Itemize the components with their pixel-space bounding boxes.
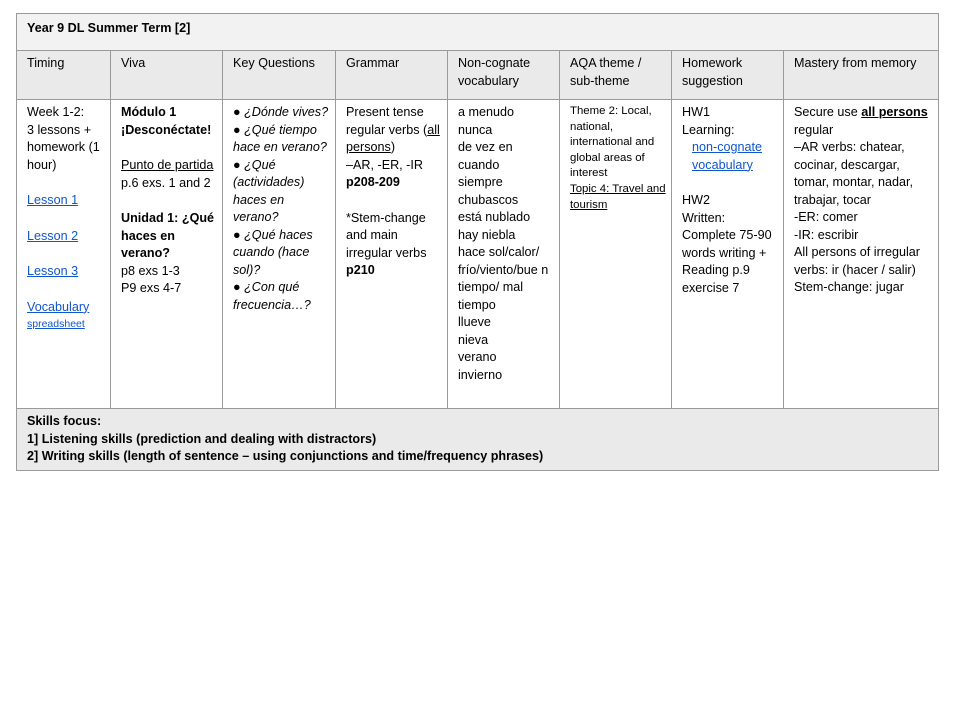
vocab-item: verano [458,350,497,364]
question-item: ● ¿Dónde vives? [233,105,329,119]
viva-cell [111,100,223,409]
mastery-ar: –AR verbs: chatear, cocinar, descargar, tomar, montar, nadar, trabajar, tocar [794,140,914,207]
timing-week: Week 1-2: [27,105,85,119]
header-aqa-theme: AQA theme / sub-theme [560,51,672,100]
hw1-learning: Learning: [682,122,735,137]
hw2-written: Written: Complete 75-90 words writing + Reading p.9 exercise 7 [682,210,772,295]
vocab-item: nieva [458,332,489,347]
grammar-cell [336,100,448,409]
header-key-questions: Key Questions [223,51,336,100]
scheme-of-work-table [16,13,939,471]
vocab-item: a menudo [458,105,515,119]
grammar-stem: *Stem-change and main irregular verbs [346,210,427,260]
content-row [17,100,939,409]
vocab-item: invierno [458,367,503,382]
header-timing: Timing [17,51,111,100]
vocabulary-cell [448,100,560,409]
hw2-label: HW2 [682,193,710,207]
header-grammar: Grammar [336,51,448,100]
skills-item: 1] Listening skills (prediction and dealing with distractors) [27,431,377,446]
vocabulary-link[interactable]: Vocabulary [27,299,90,314]
question-item: ● ¿Con qué frecuencia…? [233,280,311,312]
viva-p9: P9 exs 4-7 [121,281,182,295]
aqa-topic: Topic 4: Travel and tourism [570,182,666,211]
viva-unidad: Unidad 1: ¿Qué haces en verano? [121,211,215,260]
vocab-item: siempre [458,175,503,189]
question-item: ● ¿Qué tiempo hace en verano? [233,122,327,154]
header-homework: Homework suggestion [672,51,784,100]
mastery-cell [784,100,939,409]
non-cognate-vocabulary-link[interactable]: non-cognate vocabulary [692,140,763,172]
lesson-2-link[interactable]: Lesson 2 [27,228,79,243]
viva-punto-exs: p.6 exs. 1 and 2 [121,175,211,190]
grammar-all-persons: all persons [346,122,440,154]
skills-item: 2] Writing skills (length of sentence – using conjunctions and time/frequency phrases) [27,449,544,463]
grammar-p210: p210 [346,263,375,277]
mastery-er: -ER: comer [794,210,858,224]
grammar-close: ) [390,140,396,154]
header-row [17,51,939,100]
viva-modulo: Módulo 1 [121,105,177,119]
mastery-stem: Stem-change: jugar [794,280,904,294]
mastery-ir: -IR: escribir [794,227,859,242]
vocab-item: chubascos [458,192,519,207]
vocab-item: hay niebla [458,227,516,242]
aqa-theme: Theme 2: Local, national, international and global areas of interest [570,105,655,180]
homework-cell [672,100,784,409]
mastery-irregular: All persons of irregular verbs: ir (hacer / salir) [794,245,920,277]
viva-desconectate: ¡Desconéctate! [121,122,212,137]
spreadsheet-link[interactable]: spreadsheet [27,318,85,330]
mastery-secure: Secure use [794,105,862,119]
viva-p8: p8 exs 1-3 [121,263,180,278]
skills-focus-cell [17,409,939,471]
grammar-pages: p208-209 [346,175,400,189]
vocab-item: llueve [458,315,491,329]
lesson-1-link[interactable]: Lesson 1 [27,193,79,207]
grammar-present: Present tense regular verbs ( [346,105,428,137]
vocab-item: de vez en cuando [458,140,513,172]
viva-punto: Punto de partida [121,158,214,172]
lesson-3-link[interactable]: Lesson 3 [27,264,79,278]
header-vocabulary: Non-cognate vocabulary [448,51,560,100]
table-title: Year 9 DL Summer Term [2] [17,14,939,51]
question-item: ● ¿Qué (actividades) haces en verano? [233,157,305,224]
mastery-all-persons: all persons [861,105,928,119]
header-viva: Viva [111,51,223,100]
vocab-item: hace sol/calor/ frío/viento/bue n tiempo/ mal tiempo [458,245,549,312]
vocab-item: está nublado [458,210,531,224]
grammar-endings: –AR, -ER, -IR [346,157,423,172]
key-questions-cell [223,100,336,409]
timing-lessons: 3 lessons + homework (1 hour) [27,122,100,172]
skills-heading: Skills focus: [27,414,102,428]
vocab-item: nunca [458,122,493,137]
timing-cell [17,100,111,409]
question-item: ● ¿Qué haces cuando (hace sol)? [233,227,313,277]
hw1-label: HW1 [682,105,710,119]
mastery-regular: regular [794,122,834,137]
header-mastery: Mastery from memory [784,51,939,100]
aqa-cell [560,100,672,409]
